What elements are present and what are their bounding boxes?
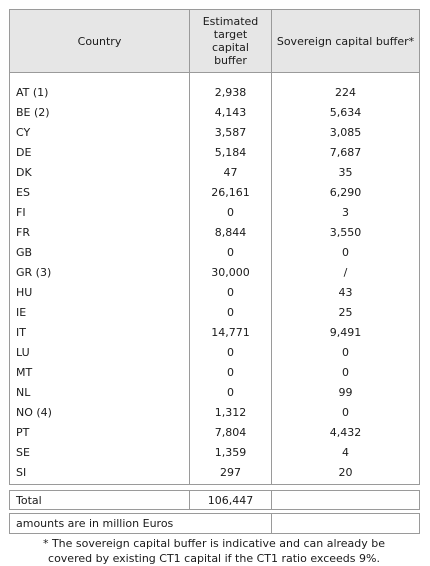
sovereign-cell: 0 — [272, 402, 420, 422]
table-row — [10, 102, 420, 122]
total-label: Total — [10, 491, 190, 510]
sovereign-cell: 6,290 — [272, 182, 420, 202]
country-cell: SI — [10, 462, 190, 485]
sovereign-cell: 0 — [272, 362, 420, 382]
sovereign-cell: 43 — [272, 282, 420, 302]
target-cell: 0 — [190, 202, 272, 222]
country-cell: AT (1) — [10, 82, 190, 102]
country-cell: PT — [10, 422, 190, 442]
country-cell: BE (2) — [10, 102, 190, 122]
table-row — [10, 182, 420, 202]
header-spacer — [10, 73, 420, 83]
country-cell: GB — [10, 242, 190, 262]
sovereign-cell: 0 — [272, 342, 420, 362]
table-row — [10, 262, 420, 282]
table-row — [10, 122, 420, 142]
total-row — [10, 491, 420, 510]
target-cell: 3,587 — [190, 122, 272, 142]
country-cell: CY — [10, 122, 190, 142]
sovereign-cell: 25 — [272, 302, 420, 322]
capital-buffer-table — [9, 9, 420, 534]
sovereign-cell: 3,550 — [272, 222, 420, 242]
footnote-line: covered by existing CT1 capital if the CT1 ratio exceeds 9%. — [48, 552, 380, 565]
sovereign-cell: 3 — [272, 202, 420, 222]
target-cell: 297 — [190, 462, 272, 485]
header-country: Country — [10, 10, 190, 73]
country-cell: GR (3) — [10, 262, 190, 282]
sovereign-cell: 0 — [272, 242, 420, 262]
capital-buffer-table-container — [9, 9, 419, 566]
table-row — [10, 282, 420, 302]
total-sovereign — [272, 491, 420, 510]
country-cell: SE — [10, 442, 190, 462]
target-cell: 0 — [190, 382, 272, 402]
sovereign-cell: 224 — [272, 82, 420, 102]
table-row — [10, 362, 420, 382]
target-cell: 4,143 — [190, 102, 272, 122]
target-cell: 0 — [190, 362, 272, 382]
header-target-line: capital — [212, 41, 249, 54]
header-row — [10, 10, 420, 73]
units-note-row — [10, 514, 420, 534]
sovereign-cell: 99 — [272, 382, 420, 402]
country-cell: MT — [10, 362, 190, 382]
target-cell: 0 — [190, 242, 272, 262]
units-note: amounts are in million Euros — [10, 514, 272, 534]
table-row — [10, 342, 420, 362]
sovereign-cell: / — [272, 262, 420, 282]
target-cell: 0 — [190, 302, 272, 322]
sovereign-cell: 4 — [272, 442, 420, 462]
header-target-capital-buffer — [190, 10, 272, 73]
target-cell: 0 — [190, 342, 272, 362]
target-cell: 30,000 — [190, 262, 272, 282]
target-cell: 0 — [190, 282, 272, 302]
sovereign-cell: 35 — [272, 162, 420, 182]
table-row — [10, 462, 420, 485]
country-cell: NO (4) — [10, 402, 190, 422]
target-cell: 1,359 — [190, 442, 272, 462]
sovereign-cell: 5,634 — [272, 102, 420, 122]
total-target: 106,447 — [190, 491, 272, 510]
country-cell: NL — [10, 382, 190, 402]
sovereign-cell: 7,687 — [272, 142, 420, 162]
sovereign-cell: 20 — [272, 462, 420, 485]
table-body — [10, 82, 420, 485]
target-cell: 2,938 — [190, 82, 272, 102]
table-row — [10, 222, 420, 242]
table-row — [10, 422, 420, 442]
table-row — [10, 82, 420, 102]
target-cell: 14,771 — [190, 322, 272, 342]
header-sovereign-capital-buffer: Sovereign capital buffer* — [272, 10, 420, 73]
sovereign-cell: 4,432 — [272, 422, 420, 442]
table-row — [10, 162, 420, 182]
country-cell: DE — [10, 142, 190, 162]
target-cell: 7,804 — [190, 422, 272, 442]
table-row — [10, 242, 420, 262]
table-row — [10, 322, 420, 342]
country-cell: FR — [10, 222, 190, 242]
country-cell: FI — [10, 202, 190, 222]
units-note-empty-cell — [272, 514, 420, 534]
country-cell: IT — [10, 322, 190, 342]
table-row — [10, 142, 420, 162]
country-cell: DK — [10, 162, 190, 182]
table-row — [10, 202, 420, 222]
table-row — [10, 442, 420, 462]
country-cell: ES — [10, 182, 190, 202]
footnote-line: * The sovereign capital buffer is indicative and can already be — [42, 537, 386, 550]
sovereign-cell: 3,085 — [272, 122, 420, 142]
country-cell: HU — [10, 282, 190, 302]
header-target-line: buffer — [214, 54, 247, 67]
table-row — [10, 302, 420, 322]
target-cell: 5,184 — [190, 142, 272, 162]
target-cell: 8,844 — [190, 222, 272, 242]
sovereign-cell: 9,491 — [272, 322, 420, 342]
footnote — [9, 534, 419, 566]
target-cell: 1,312 — [190, 402, 272, 422]
target-cell: 47 — [190, 162, 272, 182]
target-cell: 26,161 — [190, 182, 272, 202]
country-cell: LU — [10, 342, 190, 362]
header-target-line: Estimated — [202, 15, 259, 28]
country-cell: IE — [10, 302, 190, 322]
header-target-line: target — [213, 28, 248, 41]
table-row — [10, 402, 420, 422]
table-row — [10, 382, 420, 402]
